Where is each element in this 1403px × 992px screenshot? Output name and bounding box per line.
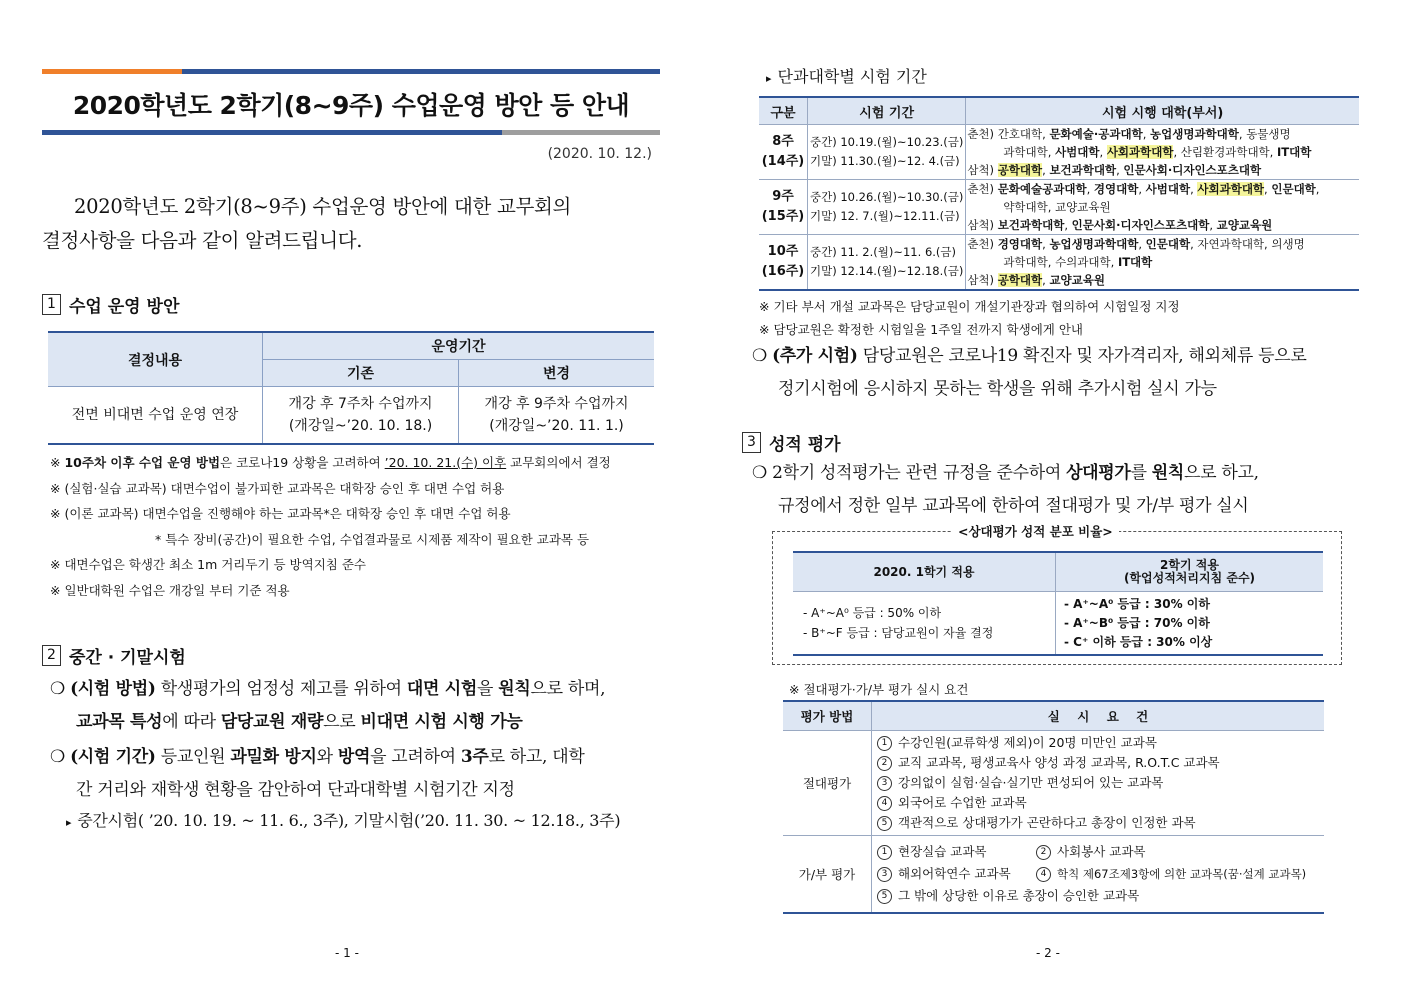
bold-text: 교과목 특성 bbox=[76, 712, 163, 732]
document-date: (2020. 10. 12.) bbox=[547, 146, 652, 162]
number-circle: 2 bbox=[1036, 845, 1051, 860]
col-sem2-title: 2학기 적용 bbox=[1160, 558, 1219, 572]
campus-label: 춘천) bbox=[967, 127, 995, 141]
unit-highlighted: 공학대학 bbox=[997, 163, 1043, 177]
week-cell bbox=[759, 125, 808, 180]
number-circle: 1 bbox=[877, 736, 892, 751]
note-1-underline: ’20. 10. 21.(수) 이후 bbox=[384, 455, 507, 470]
unit: 간호대학, bbox=[997, 127, 1050, 141]
rule: - C⁺ 이하 등급 : 30% 이상 bbox=[1064, 634, 1213, 649]
sep: , bbox=[1190, 182, 1198, 196]
col-sem2-sub: (학업성적처리지침 준수) bbox=[1123, 571, 1256, 585]
table-row bbox=[759, 125, 1359, 180]
after-cell bbox=[459, 387, 654, 445]
section-title: 성적 평가 bbox=[769, 435, 841, 455]
sep: , bbox=[1064, 218, 1072, 232]
rule: - B⁺~F 등급 : 담당교원이 자율 결정 bbox=[803, 626, 994, 640]
note-1-text: 은 코로나19 상황을 고려하여 bbox=[220, 455, 385, 470]
requirements-cell bbox=[872, 836, 1325, 914]
number-circle: 4 bbox=[877, 796, 892, 811]
unit: IT대학 bbox=[1117, 255, 1153, 269]
section-title: 중간 · 기말시험 bbox=[69, 648, 186, 668]
sep: , bbox=[1138, 237, 1146, 251]
item-text: 강의없이 실험·실습·실기만 편성되어 있는 교과목 bbox=[898, 775, 1164, 790]
list-item bbox=[877, 753, 1319, 773]
text: 규정에서 정한 일부 교과목에 한하여 절대평가 및 가/부 평가 실시 bbox=[778, 496, 1249, 516]
after-line-2: (개강일~’20. 11. 1.) bbox=[489, 418, 624, 434]
note-5: ※ 일반대학원 수업은 개강일 부터 기준 적용 bbox=[50, 582, 290, 598]
sep: , bbox=[1138, 182, 1146, 196]
exam-period-bullet bbox=[50, 741, 584, 807]
units-cell bbox=[966, 180, 1359, 235]
number-circle: 2 bbox=[877, 756, 892, 771]
method-label: 절대평가 bbox=[783, 731, 872, 836]
section-title: 수업 운영 방안 bbox=[69, 297, 180, 317]
item-text: 현장실습 교과목 bbox=[898, 844, 987, 859]
note-3: ※ (이론 교과목) 대면수업을 진행해야 하는 교과목*은 대학장 승인 후 대면 수업 허용 bbox=[50, 506, 511, 521]
sep: , bbox=[1116, 163, 1124, 177]
exam-schedule-table bbox=[759, 96, 1359, 291]
item-text: 객관적으로 상대평가가 곤란하다고 총장이 인정한 과목 bbox=[898, 815, 1196, 830]
bold-text: 상대평가 bbox=[1066, 463, 1131, 483]
final-period: 기말) 12. 7.(월)~12.11.(금) bbox=[810, 209, 960, 223]
text: 을 고려하여 bbox=[370, 747, 461, 767]
unit: 사범대학 bbox=[1055, 145, 1100, 159]
number-circle: 3 bbox=[877, 776, 892, 791]
sep: , bbox=[1099, 145, 1107, 159]
requirements-cell bbox=[872, 731, 1325, 836]
unit: 교양교육원 bbox=[1049, 273, 1105, 287]
operation-table bbox=[48, 331, 654, 445]
col-units: 시험 시행 대학(부서) bbox=[966, 97, 1359, 125]
unit-highlighted: 공학대학 bbox=[997, 273, 1043, 287]
page-1 bbox=[0, 0, 700, 992]
sep: , bbox=[1209, 218, 1217, 232]
list-item bbox=[877, 793, 1319, 813]
table-row bbox=[783, 836, 1324, 914]
table-row bbox=[759, 235, 1359, 291]
campus-label: 삼척) bbox=[967, 273, 995, 287]
sep: , bbox=[1264, 182, 1272, 196]
unit: 과학대학, bbox=[1003, 145, 1056, 159]
text: 으로 bbox=[323, 712, 361, 732]
list-item bbox=[877, 863, 1319, 885]
intro-line-2: 결정사항을 다음과 같이 알려드립니다. bbox=[42, 229, 363, 252]
sep: , bbox=[1042, 237, 1050, 251]
note-1 bbox=[50, 450, 660, 476]
table-row bbox=[48, 387, 654, 445]
table-row bbox=[783, 731, 1324, 836]
sep: , bbox=[1142, 127, 1151, 141]
number-circle: 1 bbox=[877, 845, 892, 860]
period-cell bbox=[808, 125, 966, 180]
text: 에 따라 bbox=[162, 712, 221, 732]
unit: , 산림환경과학대학, bbox=[1173, 145, 1277, 159]
after-line-1: 개강 후 9주차 수업까지 bbox=[484, 396, 629, 412]
week: 9주 bbox=[772, 189, 794, 204]
section-1-notes bbox=[50, 450, 660, 603]
list-item bbox=[877, 885, 1319, 907]
exam-method-bullet bbox=[50, 673, 605, 739]
col-sem2 bbox=[1056, 552, 1324, 592]
bullet-mark: ❍ bbox=[752, 346, 767, 366]
campus-label: 춘천) bbox=[967, 182, 995, 196]
number-circle: 5 bbox=[877, 889, 892, 904]
week: 10주 bbox=[767, 244, 799, 259]
note-4: ※ 대면수업은 학생간 최소 1m 거리두기 등 방역지침 준수 bbox=[50, 557, 366, 572]
title-top-bar bbox=[42, 69, 660, 74]
bold-text: 대면 시험 bbox=[406, 679, 477, 699]
extra-exam-bullet bbox=[752, 340, 1306, 406]
before-line-2: (개강일~’20. 10. 18.) bbox=[288, 418, 433, 434]
section-number: 2 bbox=[42, 645, 61, 666]
week-cell bbox=[759, 235, 808, 291]
sep: , bbox=[1042, 273, 1050, 287]
text: 를 bbox=[1130, 463, 1152, 483]
col-decision: 결정내용 bbox=[48, 332, 263, 387]
section-3-heading bbox=[742, 430, 841, 455]
bold-text: 담당교원 재량 bbox=[220, 712, 324, 732]
rule: - A⁺~A⁰ 등급 : 50% 이하 bbox=[803, 606, 942, 620]
bold-text: 원칙 bbox=[498, 679, 531, 699]
list-item bbox=[877, 813, 1319, 833]
note-mark: ※ bbox=[50, 455, 61, 470]
section-2-heading bbox=[42, 643, 186, 668]
final-period: 기말) 12.14.(월)~12.18.(금) bbox=[810, 264, 964, 278]
note-2: ※ 담당교원은 확정한 시험일을 1주일 전까지 학생에게 안내 bbox=[759, 322, 1083, 337]
before-line-1: 개강 후 7주차 수업까지 bbox=[288, 396, 433, 412]
item-text: 사회봉사 교과목 bbox=[1057, 844, 1146, 859]
unit: 보건과학대학 bbox=[1049, 163, 1117, 177]
unit: 약학대학, 교양교육원 bbox=[1003, 200, 1111, 214]
unit: 인문대학 bbox=[1271, 182, 1316, 196]
campus-label: 삼척) bbox=[967, 218, 995, 232]
unit: 인문사회·디자인스포츠대학 bbox=[1071, 218, 1210, 232]
bold-text: 비대면 시험 시행 가능 bbox=[360, 712, 523, 732]
unit-highlighted: 사회과학대학 bbox=[1197, 182, 1265, 196]
table-row bbox=[793, 592, 1323, 656]
col-method: 평가 방법 bbox=[783, 701, 872, 731]
col-period: 운영기간 bbox=[263, 332, 655, 360]
week-total: (14주) bbox=[761, 154, 805, 169]
text: 등교인원 bbox=[155, 747, 231, 767]
bold-text: (시험 기간) bbox=[70, 747, 156, 767]
bold-text: 3주 bbox=[460, 747, 489, 767]
bold-text: (추가 시험) bbox=[772, 346, 858, 366]
text: 으로 하며, bbox=[530, 679, 606, 699]
unit: IT대학 bbox=[1276, 145, 1312, 159]
title-bottom-bar bbox=[42, 130, 660, 135]
sep: , bbox=[1086, 182, 1094, 196]
number-circle: 5 bbox=[877, 816, 892, 831]
item-text: 해외어학연수 교과목 bbox=[898, 866, 1011, 881]
col-after: 변경 bbox=[459, 360, 654, 387]
unit: , 자연과학대학, 의생명 bbox=[1190, 237, 1305, 251]
bullet-mark: ❍ bbox=[50, 679, 65, 699]
unit: 문화예술·공과대학 bbox=[1049, 127, 1143, 141]
unit: 인문대학 bbox=[1145, 237, 1191, 251]
col-week: 구분 bbox=[759, 97, 808, 125]
unit: 사범대학 bbox=[1145, 182, 1191, 196]
list-item bbox=[877, 773, 1319, 793]
text: 와 bbox=[316, 747, 338, 767]
week: 8주 bbox=[772, 134, 794, 149]
triangle-icon: ▸ bbox=[766, 72, 772, 85]
section-number: 1 bbox=[42, 294, 61, 315]
number-circle: 3 bbox=[877, 867, 892, 882]
distribution-title: <상대평가 성적 분포 비율> bbox=[952, 522, 1119, 540]
item-text: 수강인원(교류학생 제외)이 20명 미만인 교과목 bbox=[898, 735, 1157, 750]
mid-period: 중간) 10.26.(월)~10.30.(금) bbox=[810, 190, 964, 204]
col-before: 기존 bbox=[263, 360, 459, 387]
unit: 경영대학 bbox=[1093, 182, 1139, 196]
unit: , 동물생명 bbox=[1238, 127, 1291, 141]
list-item bbox=[877, 733, 1319, 753]
unit: 농업생명과학대학 bbox=[1150, 127, 1239, 141]
note-1-text-end: 교무회의에서 결정 bbox=[506, 455, 611, 470]
col-requirements: 실 시 요 건 bbox=[872, 701, 1325, 731]
text: 담당교원은 코로나19 확진자 및 자가격리자, 해외체류 등으로 bbox=[857, 346, 1307, 366]
exam-dates-text: 중간시험( ’20. 10. 19. ~ 11. 6., 3주), 기말시험(’20. 11. 30. ~ 12.18., 3주) bbox=[77, 811, 621, 830]
campus-label: 춘천) bbox=[967, 237, 995, 251]
sem2-rules bbox=[1056, 592, 1324, 656]
table-row bbox=[759, 180, 1359, 235]
absolute-eval-note: ※ 절대평가·가/부 평가 실시 요건 bbox=[789, 682, 969, 697]
note-1: ※ 기타 부서 개설 교과목은 담당교원이 개설기관장과 협의하여 시험일정 지정 bbox=[759, 299, 1180, 314]
text: 2학기 성적평가는 관련 규정을 준수하여 bbox=[772, 463, 1067, 483]
page-number: - 1 - bbox=[335, 946, 359, 960]
text: 학생평가의 엄정성 제고를 위하여 bbox=[155, 679, 407, 699]
heading-text: 단과대학별 시험 기간 bbox=[777, 67, 927, 86]
exam-dates-line bbox=[66, 804, 620, 839]
section-number: 3 bbox=[742, 432, 761, 453]
note-3-sub: * 특수 장비(공간)이 필요한 수업, 수업결과물로 시제품 제작이 필요한 교과목 등 bbox=[155, 531, 590, 547]
mid-period: 중간) 11. 2.(월)~11. 6.(금) bbox=[810, 245, 956, 259]
period-cell bbox=[808, 180, 966, 235]
note-1-bold: 10주차 이후 수업 운영 방법 bbox=[64, 455, 221, 470]
period-cell bbox=[808, 235, 966, 291]
units-cell bbox=[966, 125, 1359, 180]
distribution-table bbox=[793, 551, 1323, 656]
page-number: - 2 - bbox=[1036, 946, 1060, 960]
col-sem1: 2020. 1학기 적용 bbox=[793, 552, 1056, 592]
week-total: (15주) bbox=[761, 209, 805, 224]
text: 을 bbox=[477, 679, 499, 699]
sep: , bbox=[1042, 163, 1050, 177]
unit: 보건과학대학 bbox=[997, 218, 1065, 232]
week-total: (16주) bbox=[761, 264, 805, 279]
final-period: 기말) 11.30.(월)~12. 4.(금) bbox=[810, 154, 960, 168]
exam-notes bbox=[759, 295, 1180, 341]
item-text: 학칙 제67조제3항에 의한 교과목(꿈·설계 교과목) bbox=[1057, 867, 1307, 881]
unit: 문화예술공과대학 bbox=[997, 182, 1087, 196]
bold-text: 방역 bbox=[337, 747, 371, 767]
intro-paragraph bbox=[42, 190, 662, 258]
item-text: 외국어로 수업한 교과목 bbox=[898, 795, 1027, 810]
bold-text: (시험 방법) bbox=[70, 679, 156, 699]
unit: 교양교육원 bbox=[1216, 218, 1273, 232]
sep: , bbox=[1315, 182, 1320, 196]
mid-period: 중간) 10.19.(월)~10.23.(금) bbox=[810, 135, 964, 149]
item-text: 교직 교과목, 평생교육사 양성 과정 교과목, R.O.T.C 교과목 bbox=[898, 755, 1220, 770]
number-circle: 4 bbox=[1036, 867, 1051, 882]
text: 간 거리와 재학생 현황을 감안하여 단과대학별 시험기간 지정 bbox=[76, 780, 515, 800]
unit-highlighted: 사회과학대학 bbox=[1106, 145, 1174, 159]
note-2: ※ (실험·실습 교과목) 대면수업이 불가피한 교과목은 대학장 승인 후 대면 수업 허용 bbox=[50, 480, 505, 496]
before-cell bbox=[263, 387, 459, 445]
absolute-eval-table bbox=[783, 700, 1324, 914]
intro-line-1: 2020학년도 2학기(8~9주) 수업운영 방안에 대한 교무회의 bbox=[74, 195, 572, 218]
exam-schedule-heading bbox=[766, 64, 927, 87]
units-cell bbox=[966, 235, 1359, 291]
triangle-icon: ▸ bbox=[66, 816, 72, 829]
text: 정기시험에 응시하지 못하는 학생을 위해 추가시험 실시 가능 bbox=[778, 379, 1217, 399]
bullet-mark: ❍ bbox=[752, 463, 767, 483]
col-period: 시험 기간 bbox=[808, 97, 966, 125]
rule: - A⁺~B⁰ 등급 : 70% 이하 bbox=[1064, 615, 1210, 630]
bold-text: 과밀화 방지 bbox=[230, 747, 317, 767]
method-label: 가/부 평가 bbox=[783, 836, 872, 914]
rule: - A⁺~A⁰ 등급 : 30% 이하 bbox=[1064, 596, 1210, 611]
grading-bullet bbox=[752, 457, 1259, 523]
row-decision: 전면 비대면 수업 운영 연장 bbox=[48, 387, 263, 445]
text: 로 하고, 대학 bbox=[488, 747, 585, 767]
bold-text: 원칙 bbox=[1151, 463, 1185, 483]
campus-label: 삼척) bbox=[967, 163, 995, 177]
bullet-mark: ❍ bbox=[50, 747, 65, 767]
week-cell bbox=[759, 180, 808, 235]
unit: 과학대학, 수의과대학, bbox=[1003, 255, 1118, 269]
list-item bbox=[877, 841, 1319, 863]
section-1-heading bbox=[42, 292, 179, 317]
unit: 경영대학 bbox=[997, 237, 1043, 251]
sem1-rules bbox=[793, 592, 1056, 656]
document-title: 2020학년도 2학기(8~9주) 수업운영 방안 등 안내 bbox=[72, 91, 630, 120]
text: 으로 하고, bbox=[1184, 463, 1259, 483]
unit: 농업생명과학대학 bbox=[1049, 237, 1139, 251]
unit: 인문사회·디자인스포츠대학 bbox=[1123, 163, 1262, 177]
item-text: 그 밖에 상당한 이유로 총장이 승인한 교과목 bbox=[898, 888, 1140, 903]
